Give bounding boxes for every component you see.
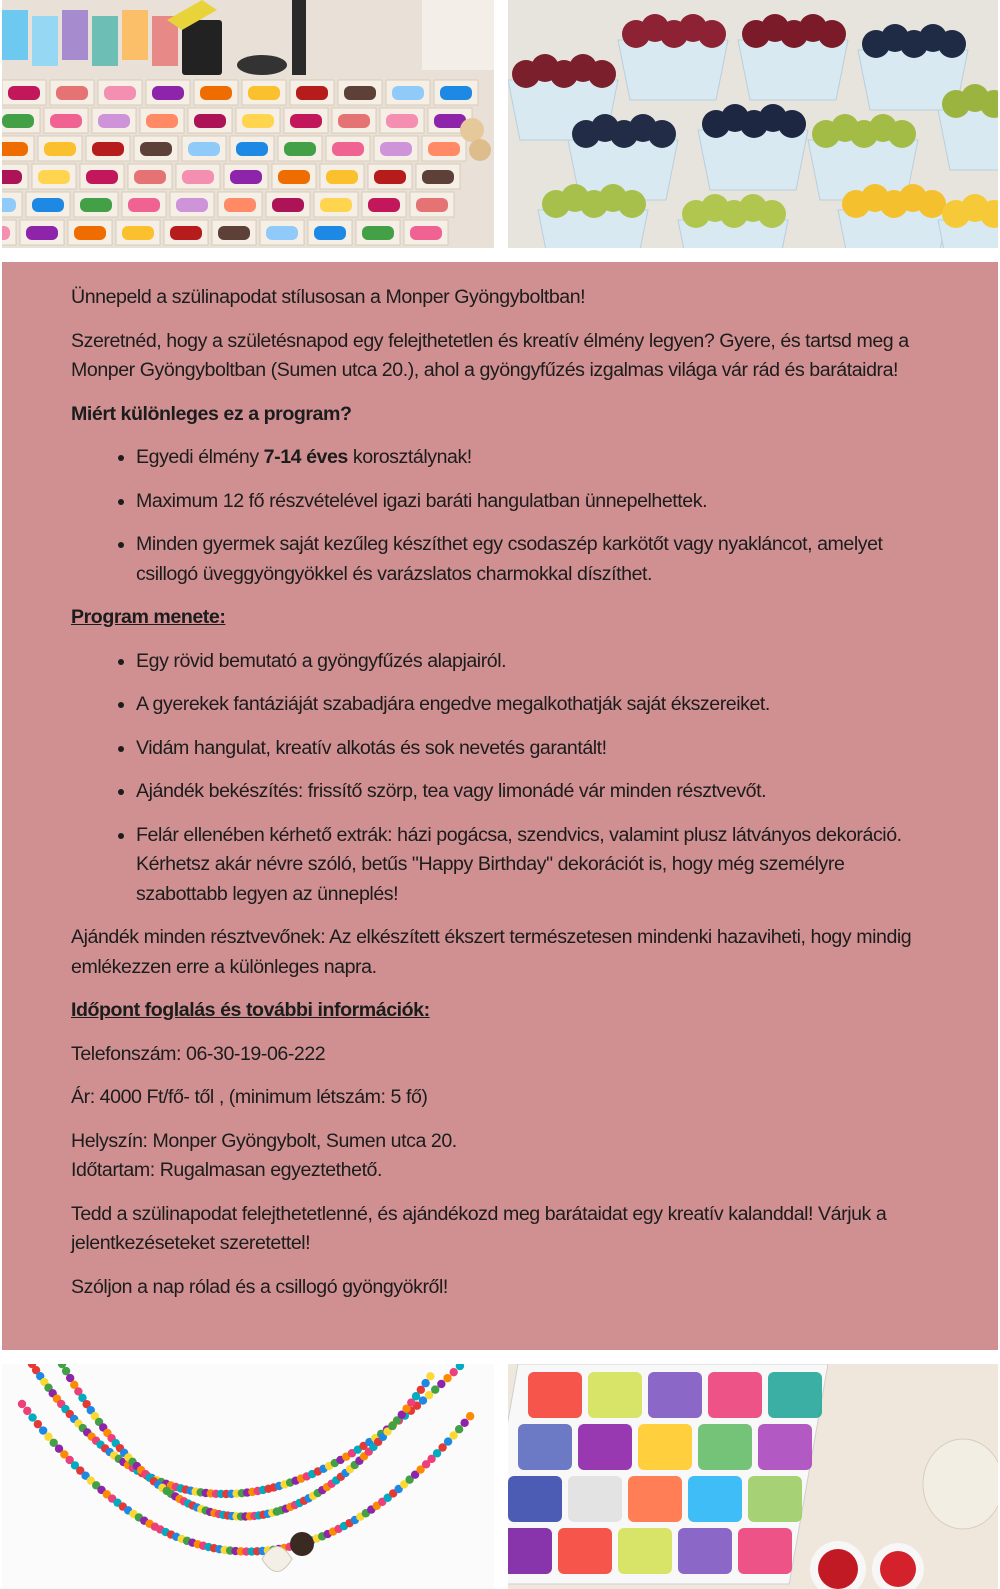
list-item: • Ajándék bekészítés: frissítő szörp, tea vagy limonádé vár minden résztvevőt. — [136, 777, 931, 807]
closing-paragraph: Tedd a szülinapodat felejthetetlenné, és ajándékozd meg barátaidat egy kreatív kalanddal! Várjuk a jelentkezéseteket szeretettel! — [71, 1202, 887, 1254]
program-heading: Program menete: — [71, 606, 226, 628]
program-list — [71, 647, 931, 910]
list-item-post: korosztálynak! — [347, 446, 472, 468]
list-item: • Vidám hangulat, kreatív alkotás és sok nevetés garantált! — [136, 734, 931, 764]
duration: Időtartam: Rugalmasan egyeztethető. — [71, 1159, 383, 1181]
beads-organizer-photo — [2, 0, 494, 248]
headline: Ünnepeld a szülinapodat stílusosan a Monper Gyöngyboltban! — [71, 286, 586, 308]
booking-heading: Időpont foglalás és további információk: — [71, 999, 430, 1021]
list-item-pre: Egyedi élmény — [136, 446, 264, 468]
list-item: • Minden gyermek saját kezűleg készíthet egy csodaszép karkötőt vagy nyakláncot, amelyet csillogó üveggyöngyökkel és varázslatos charmokkal díszíthet. — [136, 530, 931, 589]
price: Ár: 4000 Ft/fő- től , (minimum létszám: 5 fő) — [71, 1086, 428, 1108]
list-item: • Maximum 12 fő részvételével igazi baráti hangulatban ünnepelhettek. — [136, 487, 931, 517]
fruit-cups-photo — [508, 0, 998, 248]
location: Helyszín: Monper Gyöngybolt, Sumen utca 20. — [71, 1129, 457, 1152]
list-item — [136, 443, 931, 473]
why-list — [71, 443, 931, 589]
beaded-necklaces-photo — [2, 1364, 494, 1589]
gift-paragraph: Ajándék minden résztvevőnek: Az elkészített ékszert természetesen mindenki hazaviheti, hogy mindig emlékezzen erre a különleges napra. — [71, 926, 912, 978]
why-heading: Miért különleges ez a program? — [71, 402, 352, 425]
list-item: • Felár ellenében kérhető extrák: házi pogácsa, szendvics, valamint plusz látványos dekoráció. Kérhetsz akár névre szóló, betűs "Happy Birthday" dekorációt is, hogy még személyre szabottabb legyen az ünneplés! — [136, 821, 931, 910]
list-item: • A gyerekek fantáziáját szabadjára engedve megalkothatják saját ékszereiket. — [136, 690, 931, 720]
intro-paragraph: Szeretnéd, hogy a születésnapod egy felejthetetlen és kreatív élmény legyen? Gyere, és tartsd meg a Monper Gyöngyboltban (Sumen utca 20.), ahol a gyöngyfűzés izgalmas világa vár rád és barátaidra! — [71, 329, 909, 381]
list-item: • Egy rövid bemutató a gyöngyfűzés alapjairól. — [136, 647, 931, 677]
age-range: 7-14 éves — [263, 446, 348, 468]
flyer-content — [71, 283, 931, 1316]
bead-box-photo — [508, 1364, 998, 1589]
phone-number: Telefonszám: 06-30-19-06-222 — [71, 1042, 326, 1065]
signoff: Szóljon a nap rólad és a csillogó gyöngyökről! — [71, 1275, 448, 1298]
